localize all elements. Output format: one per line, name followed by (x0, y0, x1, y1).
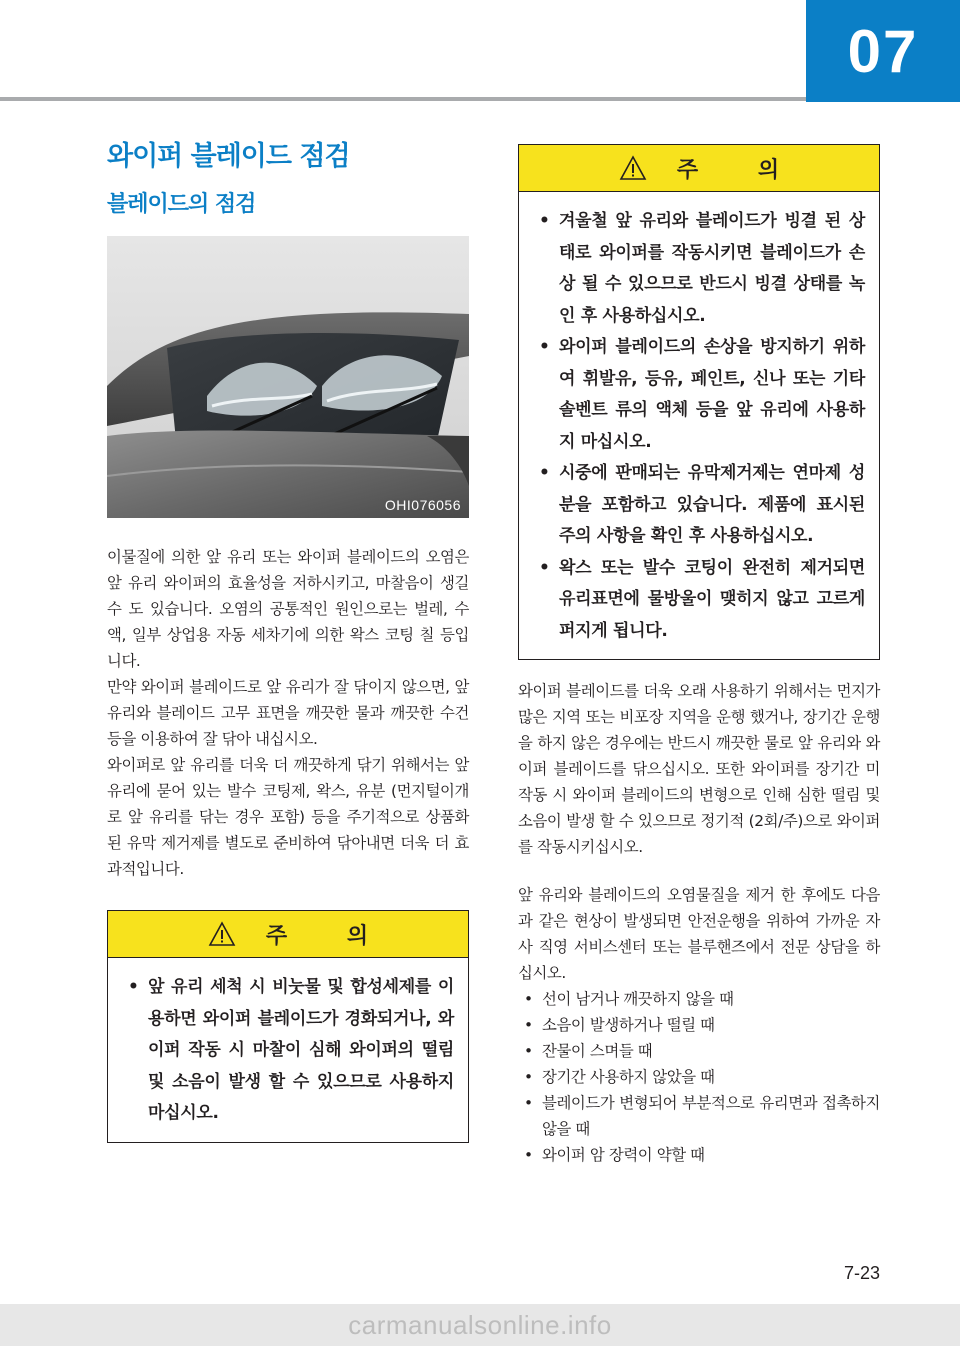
section-title: 와이퍼 블레이드 점검 (107, 141, 350, 172)
paragraph: 만약 와이퍼 블레이드로 앞 유리가 잘 닦이지 않으면, 앞 유리와 블레이드 고무 표면을 깨끗한 물과 깨끗한 수건 등을 이용하여 잘 닦아 내십시오. (107, 678, 469, 748)
caution-list (519, 192, 879, 659)
caution-header (519, 145, 879, 192)
warning-triangle-icon (208, 921, 236, 947)
list-item: • 선이 남거나 깨끗하지 않을 때 (524, 986, 880, 1012)
caution-box-left (107, 910, 469, 1143)
caution-label: 주 의 (676, 157, 806, 183)
header-rule (0, 97, 806, 101)
watermark: carmanualsonline.info (0, 1304, 960, 1346)
left-body-text (107, 544, 469, 882)
caution-item: • 앞 유리 세척 시 비눗물 및 합성세제를 이용하면 와이퍼 블레이드가 경화되거나, 와이퍼 작동 시 마찰이 심해 와이퍼의 떨림 및 소음이 발생 할 수 있으므로 사용하지 마십시오. (126, 972, 454, 1130)
list-item: • 장기간 사용하지 않았을 때 (524, 1064, 880, 1090)
page-number: 7-23 (843, 1263, 880, 1283)
car-windshield-image (107, 236, 469, 518)
list-item: • 소음이 발생하거나 떨릴 때 (524, 1012, 880, 1038)
caution-item: • 겨울철 앞 유리와 블레이드가 빙결 된 상태로 와이퍼를 작동시키면 블레이드가 손상 될 수 있으므로 반드시 빙결 상태를 녹인 후 사용하십시오. (537, 206, 865, 332)
windshield-illustration (107, 236, 469, 518)
symptom-list (518, 986, 880, 1168)
caution-item: • 와이퍼 블레이드의 손상을 방지하기 위하여 휘발유, 등유, 페인트, 신나 또는 기타 솔벤트 류의 액체 등을 앞 유리에 사용하지 마십시오. (537, 332, 865, 458)
caution-header (108, 911, 468, 958)
list-item: • 잔물이 스며들 때 (524, 1038, 880, 1064)
chapter-tab: 07 (806, 0, 960, 102)
list-item: • 와이퍼 암 장력이 약할 때 (524, 1142, 880, 1168)
paragraph: 와이퍼 블레이드를 더욱 오래 사용하기 위해서는 먼지가 많은 지역 또는 비포장 지역을 운행 했거나, 장기간 운행을 하지 않은 경우에는 반드시 깨끗한 물로 앞 유리와 와이퍼 블레이드를 닦으십시오. 또한 와이퍼를 장기간 미 작동 시 와이퍼 블레이드의 변형으로 인해 심한 떨림 및 소음이 발생 할 수 있으므로 정기적 (2회/주)으로 와이퍼를 작동시키십시오. (518, 682, 880, 856)
caution-list (108, 958, 468, 1142)
left-column (107, 138, 469, 1143)
caution-item: • 시중에 판매되는 유막제거제는 연마제 성분을 포함하고 있습니다. 제품에 표시된 주의 사항을 확인 후 사용하십시오. (537, 458, 865, 553)
list-item: • 블레이드가 변형되어 부분적으로 유리면과 접촉하지 않을 때 (524, 1090, 880, 1142)
figure-code: OHI076056 (384, 497, 461, 513)
paragraph: 와이퍼로 앞 유리를 더욱 더 깨끗하게 닦기 위해서는 앞 유리에 묻어 있는 발수 코팅제, 왁스, 유분 (먼지털이개로 앞 유리를 닦는 경우 포함) 등을 주기적으로 상품화 된 유막 제거제를 별도로 준비하여 닦아내면 더욱 더 효과적입니다. (107, 756, 469, 878)
paragraph: 이물질에 의한 앞 유리 또는 와이퍼 블레이드의 오염은 앞 유리 와이퍼의 효율성을 저하시키고, 마찰음이 생길 수 도 있습니다. 오염의 공통적인 원인으로는 벌레, 수액, 일부 상업용 자동 세차기에 의한 왁스 코팅 칠 등입니다. (107, 548, 469, 670)
paragraph: 앞 유리와 블레이드의 오염물질을 제거 한 후에도 다음과 같은 현상이 발생되면 안전운행을 위하여 가까운 자사 직영 서비스센터 또는 블루핸즈에서 전문 상담을 하십시오. (518, 886, 880, 982)
caution-item: • 왁스 또는 발수 코팅이 완전히 제거되면 유리표면에 물방울이 맺히지 않고 고르게 퍼지게 됩니다. (537, 553, 865, 648)
sub-title: 블레이드의 점검 (107, 192, 256, 217)
right-body-text (518, 678, 880, 1168)
caution-label: 주 의 (265, 923, 395, 949)
caution-box-right (518, 144, 880, 660)
right-column (518, 144, 880, 1168)
warning-triangle-icon (619, 155, 647, 181)
